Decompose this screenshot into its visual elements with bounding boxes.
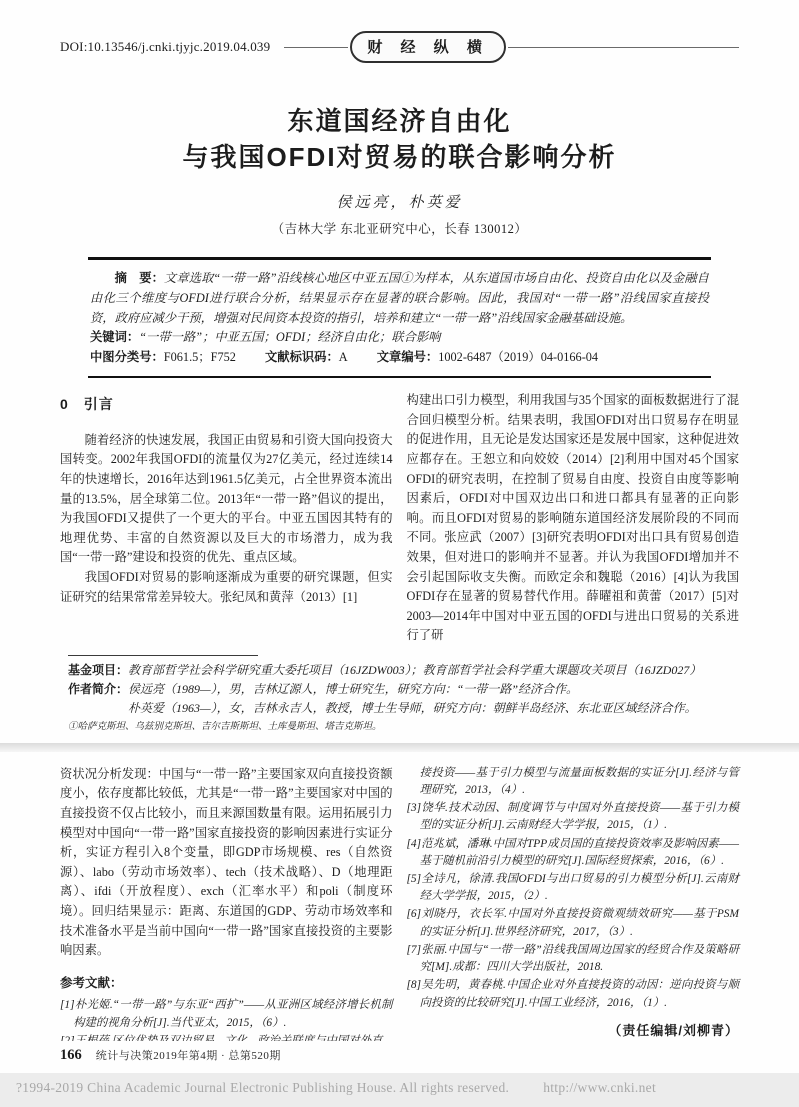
article-id-value: 1002-6487（2019）04-0166-04 [438, 350, 599, 365]
article-title-line2: 与我国OFDI对贸易的联合影响分析 [182, 141, 617, 172]
rule-line-left [284, 47, 348, 48]
authors: 侯远亮，朴英爱 [336, 194, 463, 211]
cnki-url: http://www.cnki.net [543, 1080, 656, 1095]
intro-paragraph-continued: 构建出口引力模型，利用我国与35个国家的面板数据进行了混合回归模型分析。结果表明，我国OFDI对出口贸易存在明显的促进作用，且无论是发达国家还是发展中国家，这种促进效应都存在。王恕立和向姣姣（2014）[2]利用中国对45个国家OFDI的研究表明，在控制了贸易自由度、投资自由度等影响因素后，OFDI对中国双边出口和进口都具有显著的正向影响。而且OFDI对贸易的影响随东道国经济发展阶段的不同而不同。张应武（2007）[3]研究表明OFDI对出口具有贸易创造效果，但对进口的影响并不显著。并认为我国OFDI增加并不会引起国际收支失衡。而欧定余和魏聪（2016）[4]认为我国OFDI存在显著的贸易替代作用。薛曜祖和黄蕾（2017）[5]对2003—2014年中国对中亚五国的OFDI与进出口贸易的关系进行了研 [406, 393, 739, 643]
intro-left-column [60, 391, 393, 646]
footnote-separator [68, 655, 258, 656]
abstract-text: 文章选取“一带一路”沿线核心地区中亚五国①为样本，从东道国市场自由化、投资自由化以及金融自由化三个维度与OFDI进行联合分析，结果显示存在显著的联合影响。因此，我国对“一带一路”沿线国家直接投资，政府应减少干预，增强对民间资本投资的指引，培养和建立“一带一路”沿线国家金融基础设施。 [90, 270, 709, 325]
copyright-text: ?1994-2019 China Academic Journal Electronic Publishing House. All rights reserved. [16, 1080, 510, 1095]
byline [60, 191, 739, 237]
clc-label: 中图分类号： [90, 350, 164, 365]
clc-value: F061.5；F752 [163, 350, 236, 365]
reference-item-5: [5]全诗凡，徐清.我国OFDI与出口贸易的引力模型分析[J].云南财经大学学报，2015，（2）. [406, 873, 739, 903]
section-heading-introduction: 0 引言 [60, 396, 114, 413]
reference-item-7: [7]张丽.中国与“一带一路”沿线我国周边国家的经贸合作及策略研究[M].成都：四川大学出版社，2018. [406, 943, 739, 974]
scan-seam-strip [0, 743, 799, 752]
doi-text: DOI:10.13546/j.cnki.tjyjc.2019.04.039 [60, 39, 271, 54]
keywords-label: 关键词： [90, 330, 140, 345]
page-number: 166 [60, 1047, 82, 1063]
reference-item-1: [1]朴光姬.“一带一路”与东亚“西扩”——从亚洲区域经济增长机制构建的视角分析[J].当代亚太，2015，（6）. [60, 999, 393, 1029]
lower-section [60, 765, 739, 1051]
article-id-pair [377, 350, 598, 364]
footer-journal-row [0, 1041, 799, 1073]
reference-item-8: [8]吴先明，黄春桃.中国企业对外直接投资的动因：逆向投资与顺向投资的比较研究[J].中国工业经济，2016，（1）. [406, 979, 739, 1009]
reference-item-4: [4]范兆斌，潘琳.中国对TPP成员国的直接投资效率及影响因素——基于随机前沿引力模型的研究[J].国际经贸探索，2016，（6）. [406, 837, 739, 867]
lower-right-column [407, 765, 740, 1051]
fund-project-line [60, 661, 739, 680]
author-bio-label: 作者简介： [68, 681, 129, 696]
countries-footnote: ①哈萨克斯坦、乌兹别克斯坦、吉尔吉斯斯坦、土库曼斯坦、塔吉克斯坦。 [68, 721, 382, 732]
intro-right-column [407, 391, 740, 646]
abstract-box [88, 257, 711, 379]
article-title-line1: 东道国经济自由化 [287, 106, 512, 136]
abstract-paragraph [90, 269, 709, 329]
doc-code-label: 文献标识码： [264, 350, 339, 365]
column-badge: 财 经 纵 横 [350, 31, 506, 63]
header-rule [284, 31, 739, 63]
doc-code-pair [265, 350, 348, 364]
affiliation: （吉林大学 东北亚研究中心，长春 130012） [271, 221, 528, 236]
fund-project-label: 基金项目： [68, 663, 129, 677]
classification-line [90, 348, 709, 368]
abstract-label: 摘 要： [114, 270, 165, 285]
page-footer [0, 1041, 799, 1107]
copyright-strip [0, 1073, 799, 1107]
page-header [60, 34, 739, 60]
body-paragraph-continued: 资状况分析发现：中国与“一带一路”主要国家双向直接投资额度小，依存度都比较低，尤其是“一带一路”主要国家对中国的直接投资不仅占比较小，而且来源国数量有限。运用拓展引力模型对中国向“一带一路”国家直接投资的影响因素进行实证分析，实证方程引入8个变量，即GDP市场规模、res（自然资源）、labo（劳动市场效率）、tech（技术战略）、D（地理距离）、ifdi（开放程度）、exch（汇率水平）和poli（制度环境）。回归结果显示：距离、东道国的GDP、劳动市场效率和技术准备水平是当前中国向“一带一路”国家直接投资的主要影响因素。 [60, 766, 393, 958]
fund-project-text: 教育部哲学社会科学研究重大委托项目（16JZDW003）；教育部哲学社会科学重大课题攻关项目（16JZD027） [128, 663, 702, 677]
author-bio-line-2: 朴英爱（1963—），女，吉林永吉人，教授，博士生导师，研究方向：朝鲜半岛经济、东北亚区域经济合作。 [128, 700, 697, 715]
reference-item-2-continued: 接投资——基于引力模型与流量面板数据的实证分[J].经济与管理研究，2013，（4）. [419, 766, 739, 797]
intro-section [60, 391, 739, 646]
clc-pair [90, 350, 236, 364]
doc-code-value: A [338, 350, 348, 365]
rule-line-right [508, 47, 739, 48]
keywords-text: “一带一路”；中亚五国；OFDI；经济自由化；联合影响 [139, 330, 441, 345]
references-header: 参考文献： [60, 975, 123, 990]
reference-item-6: [6]刘晓丹，衣长军.中国对外直接投资微观绩效研究——基于PSM的实证分析[J].世界经济研究，2017，（3）. [406, 908, 739, 938]
author-bio-text-1: 侯远亮（1989—），男，吉林辽源人，博士研究生，研究方向：“一带一路”经济合作。 [128, 681, 579, 696]
responsible-editor: （责任编辑/刘柳青） [608, 1022, 739, 1038]
lower-left-column [60, 765, 393, 1051]
journal-issue-info: 统计与决策2019年第4期 · 总第520期 [95, 1050, 281, 1062]
footnote-block [60, 655, 739, 735]
intro-paragraph-2: 我国OFDI对贸易的影响逐渐成为重要的研究课题，但实证研究的结果常常差异较大。张纪凤和黄萍（2013）[1] [60, 570, 393, 604]
author-bio-line-1 [60, 680, 739, 699]
reference-item-3: [3]饶华.技术动因、制度调节与中国对外直接投资——基于引力模型的实证分析[J].云南财经大学学报，2015，（1）. [406, 802, 739, 832]
article-title [60, 104, 739, 176]
keywords-line [90, 328, 709, 348]
intro-paragraph-1: 随着经济的快速发展，我国正由贸易和引资大国向投资大国转变。2002年我国OFDI的流量仅为27亿美元，经过连续14年的快速增长，2016年达到1961.5亿美元，占全世界资本流出量的13.5%，居全球第二位。2013年“一带一路”倡议的提出，为我国OFDI又提供了一个更大的平台。中亚五国因其特有的地理优势、丰富的自然资源以及巨大的市场潜力，成为我国“一带一路”建设和投资的优先、重点区域。 [60, 432, 393, 565]
article-id-label: 文章编号： [376, 350, 439, 365]
